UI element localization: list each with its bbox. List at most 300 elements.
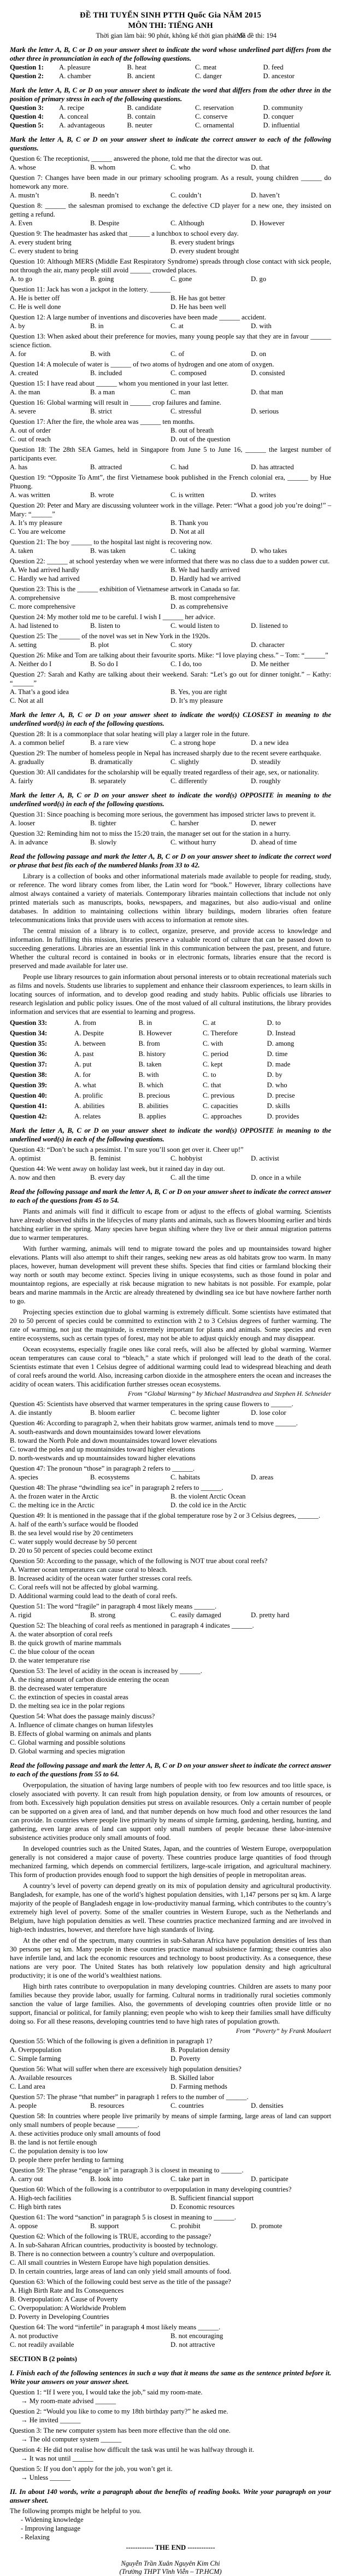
option-b[interactable]: B. Sufficient financial support — [170, 2194, 254, 2202]
option-b[interactable]: B. toward the North Pole and down mountainsides toward lower elevations — [10, 1437, 217, 1444]
option-c[interactable]: C. reservation — [195, 104, 234, 112]
option-a[interactable]: A. from — [74, 1019, 96, 1027]
option-b[interactable]: B. Population density — [170, 2046, 230, 2054]
option-a[interactable]: A. the man — [10, 388, 40, 396]
option-b[interactable]: B. going — [90, 275, 114, 283]
option-b[interactable]: B. Thank you — [170, 519, 208, 527]
option-a[interactable]: A. has — [10, 463, 28, 471]
option-c[interactable]: C. couldn’t — [170, 191, 202, 199]
option-c[interactable]: C. High birth rates — [10, 2203, 61, 2211]
option-b[interactable]: B. listen to — [90, 622, 120, 630]
option-a[interactable]: A. species — [10, 1473, 38, 1481]
option-b[interactable]: B. in — [138, 1019, 152, 1027]
question-stem: Question 63: Which of the following could best serve as the title of the passage? — [10, 2278, 231, 2286]
option-b[interactable]: B. ecosystems — [90, 1473, 130, 1481]
option-c[interactable]: C. composed — [170, 369, 207, 377]
option-d[interactable]: D. Not at all — [170, 528, 205, 535]
option-b[interactable]: B. which — [138, 1081, 163, 1089]
option-c[interactable]: C. danger — [195, 72, 222, 80]
option-b[interactable]: B. So do I — [90, 660, 119, 668]
option-d[interactable]: D. areas — [251, 1473, 274, 1481]
question-item — [10, 201, 331, 228]
option-d[interactable]: D. Me neither — [251, 660, 290, 668]
option-d[interactable]: D. on — [251, 350, 266, 358]
option-d[interactable]: D. Poverty in Developing Countries — [10, 2313, 109, 2321]
option-c[interactable]: C. Simple farming — [10, 2055, 61, 2062]
option-b[interactable]: B. a man — [90, 388, 115, 396]
question-item — [10, 557, 331, 583]
options-row — [74, 1039, 331, 1048]
cloze-row — [10, 1070, 331, 1079]
option-a[interactable]: A. It’s my pleasure — [10, 519, 62, 527]
option-c[interactable]: C. prohibit — [170, 2222, 201, 2230]
option-c[interactable]: C. taking — [170, 547, 196, 555]
option-a[interactable]: A. now and then — [10, 1174, 56, 1181]
option-a[interactable]: A. High Birth Rate and Its Consequences — [10, 2287, 124, 2294]
options-row — [74, 1081, 331, 1089]
question-item — [10, 379, 331, 397]
option-c[interactable]: C. countries — [170, 2102, 204, 2109]
option-c[interactable]: C. the extinction of species in coastal areas — [10, 1693, 128, 1701]
option-a[interactable]: A. optimist — [10, 1155, 41, 1162]
option-c[interactable]: C. Overpopulation: A Worldwide Problem — [10, 2304, 126, 2312]
option-d[interactable]: D. once in a while — [251, 1174, 301, 1181]
option-a[interactable]: A. for — [10, 350, 27, 358]
option-b[interactable]: B. strong — [90, 1611, 116, 1619]
option-a[interactable]: A. out of order — [10, 427, 51, 434]
option-d[interactable]: D. lose color — [251, 1409, 286, 1417]
option-d[interactable]: D. not attractive — [170, 2341, 215, 2348]
option-d[interactable]: D. that man — [251, 388, 284, 396]
option-c[interactable]: C. meat — [195, 63, 217, 71]
question-stem: Question 53: The level of acidity in the ocean is increased by ______. — [10, 1667, 202, 1675]
option-a[interactable]: A. every student bring — [10, 238, 72, 246]
question-stem: Question 23: This is the ______ exhibition of Vietnamese artwork in Canada so far. — [10, 585, 240, 593]
option-c[interactable]: C. story — [170, 641, 192, 649]
option-b[interactable]: B. ancient — [127, 72, 155, 80]
question-row — [10, 112, 331, 121]
option-d[interactable]: D. densities — [251, 2102, 284, 2109]
option-a[interactable]: A. people — [10, 2102, 37, 2109]
option-c[interactable]: C. All small countries in Western Europe have high population densities. — [10, 2259, 210, 2266]
option-d[interactable]: D. In certain countries, large areas of land can only yield small amounts of food. — [10, 2268, 232, 2275]
question-stem: Question 26: Mike and Tom are talking about their favourite sports. Mike: “I love playing chess.” – Tom: “______” — [10, 651, 328, 659]
option-b[interactable]: B. needn’t — [90, 191, 119, 199]
option-a[interactable]: A. put — [74, 1060, 92, 1068]
option-a[interactable]: A. not productive — [10, 2332, 58, 2340]
option-a[interactable]: A. between — [74, 1040, 106, 1047]
option-b[interactable]: B. attracted — [90, 463, 122, 471]
section-instruction: Read the following passage and mark the letter A, B, C or D on your answer sheet to indicate the correct answer to each of the questions from 55 to 64. — [10, 1762, 331, 1778]
option-a[interactable]: A. Influence of climate changes on human lifestyles — [10, 1721, 154, 1729]
option-c[interactable]: C. easily damaged — [170, 1611, 221, 1619]
option-c[interactable]: C. Hardly we had arrived — [10, 575, 80, 582]
option-b[interactable]: B. most comprehensive — [170, 594, 236, 602]
option-c[interactable]: C. water supply would decrease by 50 percent — [10, 1538, 137, 1546]
option-d[interactable]: D. as comprehensive — [170, 603, 228, 610]
option-d[interactable]: D. listened to — [251, 622, 288, 630]
option-d[interactable]: D. roughly — [251, 777, 281, 785]
cloze-row — [10, 1050, 331, 1058]
options-row — [10, 191, 331, 200]
option-c[interactable]: C. kept — [203, 1060, 223, 1068]
option-d[interactable]: D. the melting sea ice in the polar regions — [10, 1702, 125, 1710]
question-item — [10, 398, 331, 416]
option-d[interactable]: D. pretty hard — [251, 1611, 290, 1619]
option-c[interactable]: C. You are welcome — [10, 528, 66, 535]
option-d[interactable]: D. a new idea — [251, 739, 289, 747]
option-b[interactable]: B. resources — [90, 2102, 125, 2109]
option-c[interactable]: C. that — [203, 1081, 221, 1089]
question-item — [10, 257, 331, 283]
option-d[interactable]: D. He has been well — [170, 303, 226, 311]
option-a[interactable]: A. rigid — [10, 1611, 32, 1619]
option-c[interactable]: C. not readily available — [10, 2341, 74, 2348]
option-a[interactable]: A. chamber — [59, 72, 91, 80]
option-d[interactable]: D. that — [251, 164, 270, 171]
option-c[interactable]: C. more comprehensive — [10, 603, 75, 610]
option-a[interactable]: A. a common belief — [10, 739, 65, 747]
option-a[interactable]: A. He is better off — [10, 294, 60, 302]
option-b[interactable]: B. support — [90, 2222, 119, 2230]
option-b[interactable]: B. wrote — [90, 491, 114, 499]
option-a[interactable]: A. had listened to — [10, 622, 58, 630]
option-c[interactable]: C. I do, too — [170, 660, 202, 668]
option-b[interactable]: B. Yes, you are right — [170, 688, 227, 696]
question-stem: Question 20: Peter and Mary are discussing volunteer work in the village. Peter: “What a good job you’re doing!” – Mary: “______” — [10, 502, 331, 518]
option-c[interactable]: C. of — [170, 350, 185, 358]
option-a[interactable]: A. was written — [10, 491, 50, 499]
question-number: Question 34: — [10, 1029, 48, 1037]
question-item — [10, 1602, 331, 1619]
option-b[interactable]: B. every student brings — [170, 238, 234, 246]
option-d[interactable]: D. who takes — [251, 547, 287, 555]
option-c[interactable]: C. Land area — [10, 2083, 45, 2090]
exam-title: ĐỀ THI TUYỂN SINH PTTH Quốc Gia NĂM 2015 — [79, 11, 262, 20]
cloze-row — [10, 1060, 331, 1069]
option-b[interactable]: B. Skilled labor — [170, 2074, 214, 2082]
option-a[interactable]: A. these activities produce only small amounts of food — [10, 2130, 161, 2137]
option-a[interactable]: A. in advance — [10, 838, 48, 846]
option-b[interactable]: B. included — [90, 369, 122, 377]
option-a[interactable]: A. by — [10, 322, 25, 330]
option-a[interactable]: A. looser — [10, 819, 36, 827]
question-list — [10, 730, 331, 785]
option-d[interactable]: D. community — [263, 104, 303, 112]
option-a[interactable]: A. die instantly — [10, 1409, 52, 1417]
option-d[interactable]: D. promote — [251, 2222, 283, 2230]
option-d[interactable]: D. by — [267, 1071, 283, 1079]
option-c[interactable]: C. He is well done — [10, 303, 61, 311]
option-c[interactable]: C. who — [170, 164, 191, 171]
option-d[interactable]: D. has attracted — [251, 463, 294, 471]
option-a[interactable]: A. the frozen water in the Arctic — [10, 1493, 99, 1500]
rewrite-answer-line[interactable]: → He invited ______ — [21, 2416, 81, 2424]
question-stem: Question 25: The ______ of the novel was set in New York in the 1920s. — [10, 632, 210, 640]
question-number: Question 37: — [10, 1060, 48, 1068]
question-item — [10, 2037, 331, 2063]
option-a[interactable]: A. recipe — [59, 104, 85, 112]
option-c[interactable]: C. out of reach — [10, 435, 51, 443]
option-d[interactable]: D. Economic resources — [170, 2203, 235, 2211]
option-a[interactable]: A. severe — [10, 407, 36, 415]
option-d[interactable]: D. the water temperature rise — [10, 1657, 90, 1664]
option-b[interactable]: B. with — [138, 1071, 159, 1079]
option-b[interactable]: B. with — [90, 350, 111, 358]
options-row — [10, 566, 331, 583]
option-d[interactable]: D. Instead — [267, 1029, 296, 1037]
option-a[interactable]: A. Neither do I — [10, 660, 52, 668]
option-c[interactable]: C. take part in — [170, 2175, 210, 2183]
option-b[interactable]: B. dramatically — [90, 758, 133, 766]
options-row — [10, 1721, 331, 1756]
option-b[interactable]: B. There is no connection between a country’s culture and overpopulation. — [10, 2250, 215, 2258]
option-d[interactable]: D. Poverty — [170, 2055, 201, 2062]
option-d[interactable]: D. Additional warming could lead to the death of coral reefs. — [10, 1592, 178, 1600]
question-stem: Question 59: The phrase “engage in” in paragraph 3 is closest in meaning to ______. — [10, 2166, 244, 2174]
option-c[interactable]: C. stressful — [170, 407, 202, 415]
option-c[interactable]: C. harsher — [170, 819, 199, 827]
option-c[interactable]: C. without hurry — [170, 838, 216, 846]
option-d[interactable]: D. with — [251, 322, 272, 330]
option-b[interactable]: B. applies — [138, 1112, 166, 1120]
option-b[interactable]: B. Increased acidity of the ocean water further stresses coral reefs. — [10, 1575, 193, 1582]
option-d[interactable]: D. serious — [251, 407, 279, 415]
option-b[interactable]: B. taken — [138, 1060, 162, 1068]
option-b[interactable]: B. a rare view — [90, 739, 129, 747]
option-d[interactable]: D. activist — [251, 1155, 279, 1162]
option-d[interactable]: D. steadily — [251, 758, 281, 766]
option-c[interactable]: C. conserve — [195, 113, 228, 120]
option-d[interactable]: D. Hardly had we arrived — [170, 575, 241, 582]
option-a[interactable]: A. gradually — [10, 758, 44, 766]
option-d[interactable]: D. who — [267, 1081, 287, 1089]
option-a[interactable]: A. what — [74, 1081, 96, 1089]
option-c[interactable]: C. Therefore — [203, 1029, 238, 1037]
option-c[interactable]: C. capacities — [203, 1102, 238, 1110]
option-a[interactable]: A. mustn’t — [10, 191, 39, 199]
rewrite-answer-line[interactable]: → My room-mate advised ______ — [21, 2397, 116, 2405]
option-d[interactable]: D. It’s my pleasure — [170, 697, 223, 704]
option-a[interactable]: A. fairly — [10, 777, 33, 785]
option-b[interactable]: B. the decreased water temperature — [10, 1685, 107, 1692]
option-d[interactable]: D. north-westwards and up mountainsides toward higher elevations — [10, 1454, 196, 1462]
option-b[interactable]: B. However — [138, 1029, 172, 1037]
option-a[interactable]: A. Overpopulation — [10, 2046, 62, 2054]
option-a[interactable]: A. abilities — [74, 1102, 105, 1110]
option-b[interactable]: B. in — [90, 322, 104, 330]
option-c[interactable]: C. hobbyist — [170, 1155, 203, 1162]
option-b[interactable]: B. look into — [90, 2175, 123, 2183]
option-c[interactable]: C. toward the poles and up mountainsides toward higher elevations — [10, 1446, 195, 1453]
option-c[interactable]: C. a strong hope — [170, 739, 216, 747]
option-b[interactable]: B. precious — [138, 1092, 170, 1099]
option-a[interactable]: A. comprehensive — [10, 594, 60, 602]
option-c[interactable]: C. Global warming and possible solutions — [10, 1739, 126, 1746]
option-a[interactable]: A. Available resources — [10, 2074, 72, 2082]
option-b[interactable]: B. whom — [90, 164, 116, 171]
option-a[interactable]: A. created — [10, 369, 38, 377]
option-b[interactable]: B. Effects of global warming on animals and plants — [10, 1730, 151, 1738]
option-c[interactable]: C. is written — [170, 491, 204, 499]
option-d[interactable]: D. influential — [263, 121, 300, 129]
option-b[interactable]: B. heat — [127, 63, 147, 71]
option-b[interactable]: B. abilities — [138, 1102, 169, 1110]
option-b[interactable]: B. We had hardly arrived — [170, 566, 240, 574]
option-c[interactable]: C. would listen to — [170, 622, 220, 630]
option-d[interactable]: D. ahead of time — [251, 838, 297, 846]
option-a[interactable]: A. pleasure — [59, 63, 91, 71]
option-d[interactable]: D. time — [267, 1050, 288, 1058]
option-a[interactable]: A. the water absorption of coral reefs — [10, 1630, 113, 1638]
option-c[interactable]: C. period — [203, 1050, 228, 1058]
option-b[interactable]: B. was taken — [90, 547, 126, 555]
option-a[interactable]: A. setting — [10, 641, 37, 649]
option-a[interactable]: A. half of the earth’s surface would be flooded — [10, 1520, 138, 1528]
rewrite-answer-line[interactable]: → It was not until ______ — [21, 2455, 93, 2462]
option-a[interactable]: A. carry out — [10, 2175, 43, 2183]
option-d[interactable]: D. provides — [267, 1112, 299, 1120]
option-c[interactable]: C. the melting ice in the Arctic — [10, 1501, 95, 1509]
option-a[interactable]: A. whose — [10, 164, 36, 171]
option-c[interactable]: C. approaches — [203, 1112, 242, 1120]
option-a[interactable]: A. conceal — [59, 113, 89, 120]
question-stem: Question 7: Changes have been made in our primary schooling program. As a result, young children ______ do homework any more. — [10, 174, 331, 190]
option-b[interactable]: B. from — [138, 1040, 160, 1047]
option-d[interactable]: D. among — [267, 1040, 295, 1047]
option-d[interactable]: D. to — [267, 1019, 281, 1027]
option-d[interactable]: D. However — [251, 219, 285, 227]
option-b[interactable]: B. slowly — [90, 838, 117, 846]
option-a[interactable]: A. the rising amount of carbon dioxide entering the ocean — [10, 1676, 169, 1683]
option-b[interactable]: B. Overpopulation: A Cause of Poverty — [10, 2295, 118, 2303]
option-a[interactable]: A. south-eastwards and down mountainsides toward lower elevations — [10, 1428, 201, 1436]
option-c[interactable]: C. differently — [170, 777, 208, 785]
option-c[interactable]: C. Coral reefs will not be affected by global warming. — [10, 1583, 159, 1591]
question-item — [10, 445, 331, 471]
cloze-row — [10, 1091, 331, 1100]
option-c[interactable]: C. at — [170, 322, 184, 330]
option-d[interactable]: D. go — [251, 275, 266, 283]
option-b[interactable]: B. Despite — [90, 219, 120, 227]
option-b[interactable]: B. He has got better — [170, 294, 226, 302]
option-b[interactable]: B. strict — [90, 407, 112, 415]
option-b[interactable]: B. separately — [90, 777, 126, 785]
option-d[interactable]: D. precise — [267, 1092, 295, 1099]
option-c[interactable]: C. Although — [170, 219, 204, 227]
option-a[interactable]: A. prolific — [74, 1092, 103, 1099]
option-b[interactable]: B. feminist — [90, 1155, 121, 1162]
passage-paragraph: At the other end of the spectrum, many countries in sub-Saharan Africa have population densities of less than 30 persons per sq km. Many people in these countries practice manual subsistence farming; these countries also have infertile land, and lack the economic resources and technology to boost productivity. As a consequence, these nations are very poor. The United States has both relatively low population density and high agricultural productivity; it is one of the world’s wealthiest nations. — [10, 1937, 331, 1979]
option-a[interactable]: A. Warmer ocean temperatures can cause coral to bleach. — [10, 1566, 168, 1573]
option-c[interactable]: C. gone — [170, 275, 192, 283]
options-row — [10, 1492, 331, 1510]
option-c[interactable]: C. to — [203, 1071, 216, 1079]
option-d[interactable]: D. feed — [263, 63, 284, 71]
option-d[interactable]: D. 20 to 50 percent of species could become extinct — [10, 1547, 152, 1554]
option-a[interactable]: A. past — [74, 1050, 94, 1058]
option-b[interactable]: B. the land is not fertile enough — [10, 2138, 97, 2146]
option-c[interactable]: C. habitats — [170, 1473, 200, 1481]
option-c[interactable]: C. every student to bring — [10, 247, 78, 255]
options-row — [10, 518, 331, 536]
passage-paragraph: Plants and animals will find it difficult to escape from or adjust to the effects of global warming. Scientists have already observed shifts in the lifecycles of many plants and animals, such as flowers blooming earlier and birds hatching earlier in the spring. Many species have begun shifting where they live or their annual migration patterns due to warmer temperatures. — [10, 1208, 331, 1242]
option-c[interactable]: C. with — [203, 1040, 224, 1047]
question-stem: Question 10: Although MERS (Middle East Respiratory Syndrome) spreads through close contact with sick people, not through the air, many people still avoid ______ crowded places. — [10, 258, 331, 274]
option-c[interactable]: C. Not at all — [10, 697, 44, 704]
option-b[interactable]: B. out of breath — [170, 427, 214, 434]
option-b[interactable]: B. the sea level would rise by 20 centimeters — [10, 1529, 133, 1537]
option-a[interactable]: A. for — [74, 1071, 91, 1079]
option-d[interactable]: D. skills — [267, 1102, 290, 1110]
option-a[interactable]: A. In sub-Saharan African countries, productivity is boosted by technology. — [10, 2241, 218, 2249]
question-stem: Question 28: It is a commonplace that solar heating will play a larger role in the future. — [10, 730, 250, 738]
option-d[interactable]: D. out of the question — [170, 435, 231, 443]
option-b[interactable]: B. plot — [90, 641, 109, 649]
option-a[interactable]: A. We had arrived hardly — [10, 566, 80, 574]
option-a[interactable]: A. to go — [10, 275, 32, 283]
option-c[interactable]: C. slightly — [170, 758, 199, 766]
option-c[interactable]: C. ornamental — [195, 121, 234, 129]
option-c[interactable]: C. at — [203, 1019, 216, 1027]
option-a[interactable]: A. oppose — [10, 2222, 38, 2230]
option-c[interactable]: C. had — [170, 463, 189, 471]
option-d[interactable]: D. made — [267, 1060, 291, 1068]
option-d[interactable]: D. people there prefer herding to farming — [10, 2156, 124, 2164]
option-a[interactable]: A. taken — [10, 547, 33, 555]
option-d[interactable]: D. Global warming and species migration — [10, 1747, 125, 1755]
option-d[interactable]: D. participate — [251, 2175, 289, 2183]
option-b[interactable]: B. tighter — [90, 819, 116, 827]
option-b[interactable]: B. the quick growth of marine mammals — [10, 1639, 121, 1647]
option-a[interactable]: A. That’s a good idea — [10, 688, 69, 696]
option-d[interactable]: D. newer — [251, 819, 277, 827]
option-a[interactable]: A. relates — [74, 1112, 101, 1120]
option-b[interactable]: B. history — [138, 1050, 166, 1058]
option-c[interactable]: C. man — [170, 388, 191, 396]
option-d[interactable]: D. character — [251, 641, 285, 649]
option-c[interactable]: C. previous — [203, 1092, 235, 1099]
question-item — [10, 1712, 331, 1756]
rewrite-answer-line[interactable]: → Unless ______ — [21, 2474, 70, 2481]
option-b[interactable]: B. not encouraging — [170, 2332, 224, 2340]
option-b[interactable]: B. every day — [90, 1174, 125, 1181]
option-b[interactable]: B. neuter — [127, 121, 152, 129]
question-stem: Question 22: ______ at school yesterday when we were informed that there was no class due to a sudden power cut. — [10, 557, 330, 565]
option-d[interactable]: D. consisted — [251, 369, 285, 377]
option-d[interactable]: D. the cold ice in the Arctic — [170, 1501, 246, 1509]
option-c[interactable]: C. the population density is too low — [10, 2147, 108, 2155]
option-a[interactable]: A. High-tech facilities — [10, 2194, 72, 2202]
option-d[interactable]: D. ancestor — [263, 72, 295, 80]
option-d[interactable]: D. every student brought — [170, 247, 239, 255]
option-d[interactable]: D. Farming methods — [170, 2083, 227, 2090]
option-d[interactable]: D. conquer — [263, 113, 294, 120]
option-a[interactable]: A. Despite — [74, 1029, 104, 1037]
option-a[interactable]: A. Even — [10, 219, 33, 227]
option-b[interactable]: B. candidate — [127, 104, 162, 112]
option-b[interactable]: B. contain — [127, 113, 156, 120]
option-b[interactable]: B. bloom earlier — [90, 1409, 136, 1417]
option-d[interactable]: D. haven’t — [251, 191, 280, 199]
rewrite-answer-line[interactable]: → The old computer system ______ — [21, 2435, 122, 2443]
option-b[interactable]: B. the violent Arctic Ocean — [170, 1493, 246, 1500]
option-c[interactable]: C. the blue colour of the ocean — [10, 1648, 95, 1656]
option-c[interactable]: C. all the time — [170, 1174, 210, 1181]
option-a[interactable]: A. advantageous — [59, 121, 105, 129]
option-c[interactable]: C. become lighter — [170, 1409, 220, 1417]
option-d[interactable]: D. writes — [251, 491, 277, 499]
